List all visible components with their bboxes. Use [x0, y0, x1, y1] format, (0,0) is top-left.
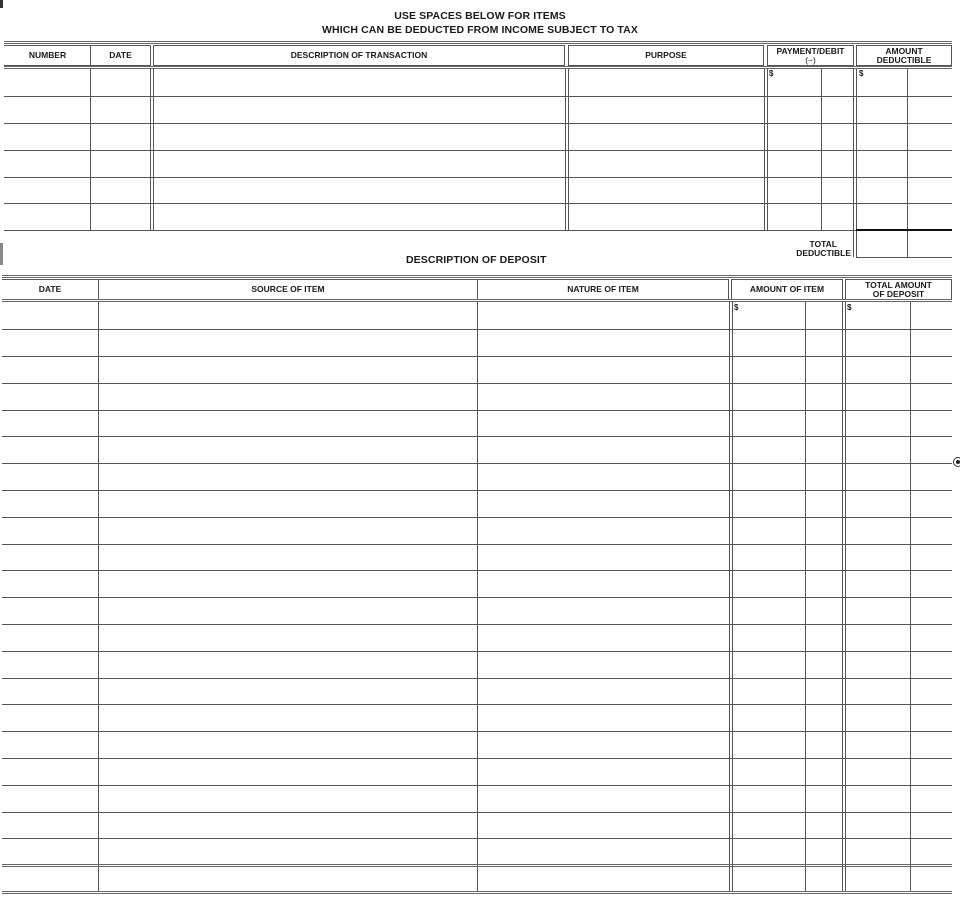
deposit-row-15[interactable] [2, 678, 952, 704]
header-amount-deductible [856, 45, 952, 66]
deposit-row-14[interactable] [2, 651, 952, 678]
deposit-row-8[interactable] [2, 490, 952, 517]
total-deductible-bottom [856, 257, 952, 258]
deductions-title-line1: USE SPACES BELOW FOR ITEMS [394, 10, 566, 22]
header-deposit-date: DATE [2, 279, 99, 300]
deduction-row-6[interactable] [4, 203, 952, 230]
deductions-title-line2: WHICH CAN BE DEDUCTED FROM INCOME SUBJECT TO TAX [322, 24, 638, 36]
header-date: DATE [90, 45, 151, 66]
deduction-row-4[interactable] [4, 150, 952, 177]
deposit-row-9[interactable] [2, 517, 952, 544]
header-total-amount-of-deposit [845, 279, 952, 300]
total-deductible-label-line2: DEDUCTIBLE [796, 248, 851, 258]
header-total-line1: TOTAL AMOUNT [865, 279, 932, 290]
deposit-row-20[interactable] [2, 812, 952, 838]
deposit-row-7[interactable] [2, 463, 952, 490]
header-payment-debit-label: PAYMENT/DEBIT [776, 45, 845, 56]
total-dollar-sign: $ [847, 303, 852, 312]
deposit-row-18[interactable] [2, 758, 952, 785]
amount-dollar-sign: $ [734, 303, 739, 312]
deduction-row-1[interactable] [4, 69, 952, 96]
deposit-row-3[interactable] [2, 356, 952, 383]
deposit-row-19[interactable] [2, 785, 952, 812]
deposit-bottom-rule [2, 891, 952, 894]
total-deductible-field[interactable] [857, 231, 952, 257]
deposit-row-10[interactable] [2, 544, 952, 570]
header-nature: NATURE OF ITEM [477, 279, 729, 300]
header-total-line2: OF DEPOSIT [872, 288, 925, 299]
deduction-row-3[interactable] [4, 123, 952, 150]
header-description: DESCRIPTION OF TRANSACTION [153, 45, 565, 66]
header-number: NUMBER [4, 45, 91, 66]
deposit-row-22[interactable] [2, 865, 952, 891]
deduction-row-2[interactable] [4, 96, 952, 123]
deposit-row-4[interactable] [2, 383, 952, 410]
payment-dollar-sign: $ [769, 69, 774, 78]
registration-mark-icon [953, 457, 960, 467]
deduction-row-line-last [4, 230, 857, 231]
total-deductible-label [760, 240, 851, 258]
deductible-dollar-sign: $ [859, 69, 864, 78]
deposit-row-12[interactable] [2, 597, 952, 624]
header-source: SOURCE OF ITEM [98, 279, 478, 300]
deposit-row-5[interactable] [2, 410, 952, 436]
total-deductible-label-line1: TOTAL [809, 239, 837, 249]
deposit-row-17[interactable] [2, 731, 952, 758]
deposit-row-16[interactable] [2, 704, 952, 731]
crop-mark-left [0, 243, 3, 265]
deposit-row-11[interactable] [2, 570, 952, 597]
deduction-row-5[interactable] [4, 177, 952, 203]
header-purpose: PURPOSE [568, 45, 764, 66]
deposit-top-rule [2, 275, 952, 278]
deposit-title: DESCRIPTION OF DEPOSIT [406, 254, 547, 266]
deposit-row-2[interactable] [2, 329, 952, 356]
deductions-top-rule [4, 41, 952, 44]
deposit-row-21[interactable] [2, 838, 952, 865]
header-payment-debit-sign: (−) [805, 54, 816, 65]
header-amount-of-item: AMOUNT OF ITEM [731, 279, 843, 300]
header-amount-deductible-line2: DEDUCTIBLE [876, 54, 932, 65]
deposit-row-13[interactable] [2, 624, 952, 651]
header-amount-deductible-line1: AMOUNT [885, 45, 923, 56]
header-payment-debit [767, 45, 854, 66]
deposit-row-6[interactable] [2, 436, 952, 463]
crop-mark-top [0, 0, 3, 8]
deposit-row-1[interactable] [2, 302, 952, 329]
